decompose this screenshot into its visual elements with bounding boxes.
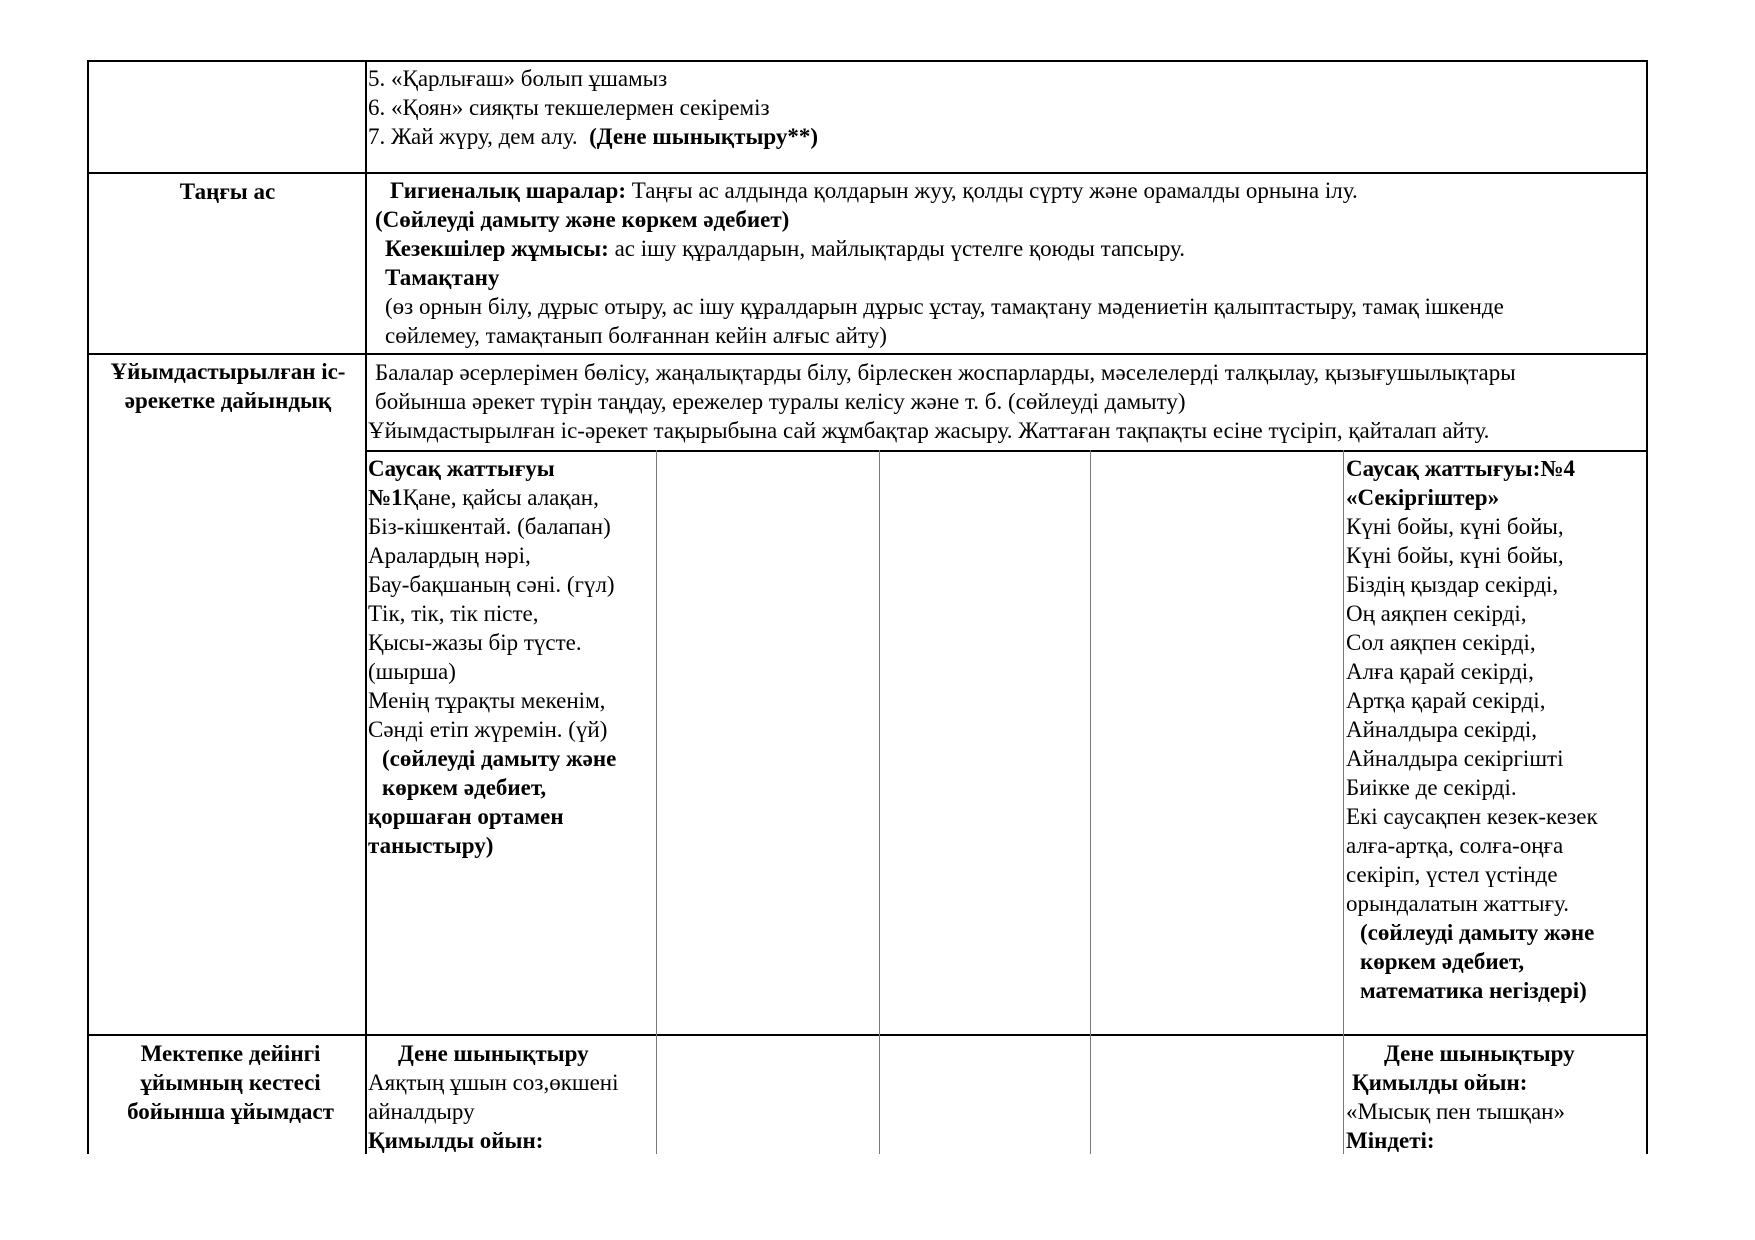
activity-title: Дене шынықтыру: [1384, 1041, 1575, 1066]
list-item: Сәнді етіп жүремін. (үй): [368, 717, 608, 742]
finger-exercise-4: [1346, 454, 1598, 1005]
prep-text-3: Ұйымдастырылған іс-әрекет тақырыбына сай жұмбақтар жасыру. Жаттаған тақпақты есіне түсіріп, қайталап айту.: [368, 418, 1490, 443]
hygiene-subject-tag: (Сөйлеуді дамыту және көркем әдебиет): [375, 207, 790, 232]
exercise-subtitle: «Секіргіштер»: [1346, 485, 1500, 510]
list-item: Менің тұрақты мекенім,: [368, 688, 606, 713]
top-row-list: [368, 64, 818, 151]
list-item: Биікке де секірді.: [1346, 775, 1517, 800]
row-label-schedule: Мектепке дейінгі ұйымның кестесі бойынша ұйымдаст: [127, 1041, 334, 1124]
prep-text-1: Балалар әсерлерімен бөлісу, жаңалықтарды білу, бірлескен жоспарларды, мәселелерді талқылау, қызығушылықтары: [375, 360, 1516, 385]
label-column-border: [365, 60, 367, 1154]
eating-text-1: (өз орнын білу, дұрыс отыру, ас ішу құралдарын дұрыс ұстау, тамақтану мәдениетін қалыптастыру, тамақ ішкенде: [385, 294, 1504, 319]
list-item: Артқа қарай секірді,: [1346, 688, 1546, 713]
subject-tag: көркем әдебиет,: [1360, 949, 1525, 974]
hygiene-line: Гигиеналық шаралар: Таңғы ас алдында қолдарын жуу, қолды сүрту және орамалды орнына ілу.: [390, 178, 1358, 203]
table-right-border: [1646, 60, 1648, 1154]
row-label-prep: Ұйымдастырылған іс-әрекетке дайындық: [110, 359, 346, 413]
eating-text-2: сөйлемеу, тамақтанып болғаннан кейін алғыс айту): [385, 323, 887, 348]
task-title: Міндеті:: [1346, 1128, 1435, 1153]
activity-title: Дене шынықтыру: [398, 1041, 589, 1066]
game-title: Қимылды ойын:: [1352, 1070, 1528, 1095]
exercise-title: Саусақ жаттығуы: [368, 456, 555, 481]
list-item: орындалатын жаттығу.: [1346, 891, 1569, 916]
eating-title: Тамақтану: [385, 265, 500, 290]
list-item: секіріп, үстел үстінде: [1346, 862, 1558, 887]
game-name: «Мысық пен тышқан»: [1346, 1099, 1565, 1124]
day-column-border-4: [1090, 450, 1091, 1154]
activity-text: айналдыру: [368, 1099, 475, 1124]
prep-text-2: бойынша әрекет түрін таңдау, ережелер туралы келісу және т. б. (сөйлеуді дамыту): [375, 389, 1186, 414]
list-item: (шырша): [368, 659, 456, 684]
list-item: Алға қарай секірді,: [1346, 659, 1534, 684]
subject-tag: (Дене шынықтыру**): [589, 124, 819, 149]
list-item: Біздің қыздар секірді,: [1346, 572, 1559, 597]
list-item: 6. «Қоян» сияқты текшелермен секіреміз: [368, 95, 770, 120]
list-item: Оң аяқпен секірді,: [1346, 601, 1527, 626]
list-item: 7. Жай жүру, дем алу. (Дене шынықтыру**): [368, 124, 819, 149]
day-column-border-5: [1343, 450, 1344, 1154]
list-item: 5. «Қарлығаш» болып ұшамыз: [368, 66, 668, 91]
subrow-divider-exercises: [366, 450, 1648, 452]
list-item: Біз-кішкентай. (балапан): [368, 514, 611, 539]
activity-text: Аяқтың ұшын соз,өкшені: [368, 1070, 619, 1095]
list-item: Айналдыра секірді,: [1346, 717, 1538, 742]
row-divider-schedule: [87, 1034, 1648, 1036]
day-column-border-3: [879, 450, 880, 1154]
list-item: Күні бойы, күні бойы,: [1346, 543, 1564, 568]
list-item: Айналдыра секіргішті: [1346, 746, 1564, 771]
game-title: Қимылды ойын:: [368, 1128, 544, 1153]
list-item: алға-артқа, солға-оңға: [1346, 833, 1564, 858]
schedule-friday: [1346, 1039, 1575, 1155]
duty-line: Кезекшілер жұмысы: ас ішу құралдарын, майлықтарды үстелге қоюды тапсыру.: [385, 236, 1185, 261]
list-item: №1Қане, қайсы алақан,: [368, 485, 599, 510]
subject-tag: көркем әдебиет,: [382, 775, 547, 800]
subject-tag: (сөйлеуді дамыту және: [382, 746, 617, 771]
subject-tag: математика негіздері): [1360, 978, 1587, 1003]
list-item: Күні бойы, күні бойы,: [1346, 514, 1564, 539]
day-column-border-2: [656, 450, 657, 1154]
exercise-title: Саусақ жаттығуы:№4: [1346, 456, 1576, 481]
row-label-breakfast: Таңғы ас: [179, 179, 276, 204]
schedule-monday: [368, 1039, 618, 1155]
subject-tag: таныстыру): [368, 833, 494, 858]
list-item: Екі саусақпен кезек-кезек: [1346, 804, 1598, 829]
list-item: Сол аяқпен секірді,: [1346, 630, 1536, 655]
row-divider-breakfast: [87, 172, 1648, 174]
subject-tag: қоршаған ортамен: [368, 804, 564, 829]
table-top-border: [87, 60, 1648, 62]
subject-tag: (сөйлеуді дамыту және: [1360, 920, 1595, 945]
table-left-border: [87, 60, 89, 1154]
finger-exercise-1: [368, 454, 616, 860]
list-item: Қысы-жазы бір түсте.: [368, 630, 582, 655]
row-divider-prep: [87, 353, 1648, 355]
list-item: Бау-бақшаның сәні. (гүл): [368, 572, 615, 597]
list-item: Аралардың нәрі,: [368, 543, 531, 568]
list-item: Тік, тік, тік пісте,: [368, 601, 539, 626]
